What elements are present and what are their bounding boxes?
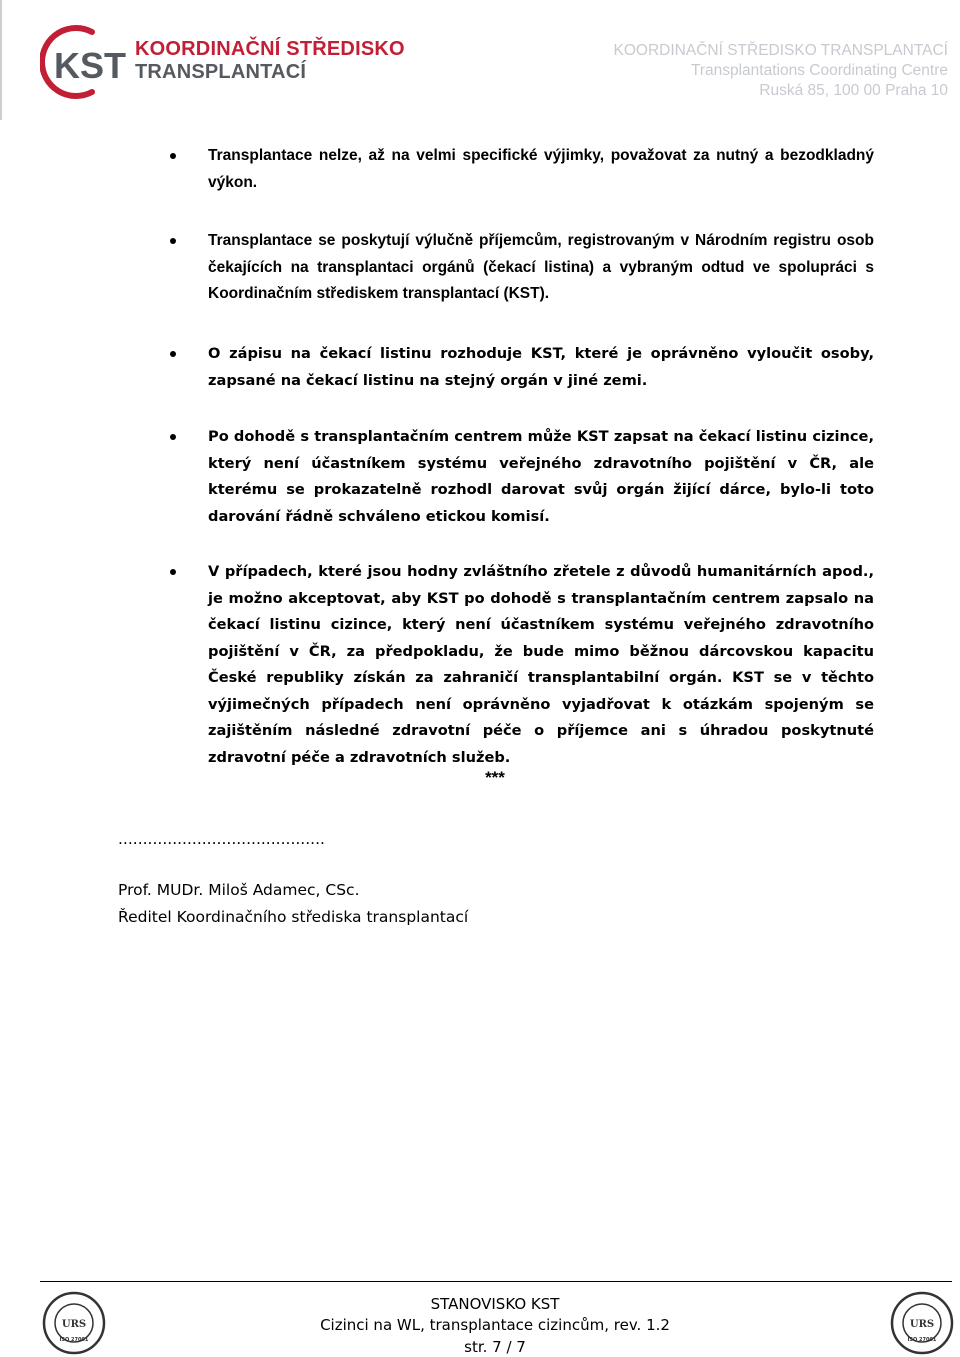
- bullet-text: Transplantace nelze, až na velmi specifické výjimky, považovat za nutný a bezodkladný výkon.: [208, 147, 874, 191]
- bullet-text: O zápisu na čekací listinu rozhoduje KST, které je oprávněno vyloučit osoby, zapsané na čekací listinu na stejný orgán v jiné zemi.: [208, 345, 874, 389]
- bullet-icon: [170, 153, 176, 159]
- bullet-text: Po dohodě s transplantačním centrem může KST zapsat na čekací listinu cizince, který není účastníkem systému veřejného zdravotního pojištění v ČR, ale kterému se prokazatelně rozhodl darovat svůj orgán žijící dárce, bylo-li toto darování řádně schváleno etickou komisí.: [208, 428, 874, 525]
- org-name: KOORDINAČNÍ STŘEDISKO TRANSPLANTACÍ: [613, 42, 948, 59]
- page-number: str. 7 / 7: [464, 1338, 526, 1356]
- logo-line-2: TRANSPLANTACÍ: [135, 61, 307, 83]
- signatory-title: Ředitel Koordinačního střediska transplantací: [118, 908, 469, 926]
- header-edge-line: [0, 0, 2, 120]
- list-item: [178, 228, 874, 341]
- footer-divider: [40, 1281, 952, 1282]
- svg-text:KST: KST: [54, 45, 126, 86]
- bullet-list: [178, 143, 874, 771]
- svg-text:ISO 27001: ISO 27001: [907, 1337, 937, 1343]
- bullet-text: Transplantace se poskytují výlučně příjemcům, registrovaným v Národním registru osob čekajících na transplantaci orgánů (čekací listina) a vybraným odtud ve spolupráci s Koordinačním střediskem transplantací (KST).: [208, 232, 874, 302]
- org-name-en: Transplantations Coordinating Centre: [690, 62, 948, 79]
- bullet-text: V případech, které jsou hodny zvláštního zřetele z důvodů humanitárních apod., je možno akceptovat, aby KST po dohodě s transplantačním centrem zapsalo na čekací listinu cizince, který není účastníkem systému veřejného zdravotního pojištění v ČR, za předpokladu, že bude mimo běžnou dárcovskou kapacitu České republiky získán za zahraničí transplantabilní orgán. KST se v těchto výjimečných případech není oprávněno vyjadřovat k otázkám spojeným se zajištěním následné zdravotní péče o příjemce ani s úhradou poskytnuté zdravotní péče a zdravotních služeb.: [208, 563, 874, 766]
- kst-logo-icon: [40, 22, 130, 102]
- list-item: [178, 341, 874, 424]
- logo-line-1: KOORDINAČNÍ STŘEDISKO: [135, 38, 405, 60]
- footer-doc-title: STANOVISKO KST: [430, 1295, 560, 1313]
- footer-subtitle: Cizinci na WL, transplantace cizincům, rev. 1.2: [320, 1316, 670, 1334]
- bullet-icon: [170, 569, 176, 575]
- svg-text:ISO 27001: ISO 27001: [59, 1337, 89, 1343]
- svg-text:URS: URS: [61, 1319, 87, 1330]
- header-address-block: [614, 41, 948, 101]
- bullet-icon: [170, 434, 176, 440]
- org-address: Ruská 85, 100 00 Praha 10: [759, 82, 948, 99]
- signature-line: ..........................................: [118, 830, 325, 848]
- list-item: [178, 559, 874, 771]
- svg-text:URS: URS: [909, 1319, 935, 1330]
- list-item: [178, 424, 874, 559]
- bullet-icon: [170, 238, 176, 244]
- list-item: [178, 143, 874, 228]
- bullet-icon: [170, 351, 176, 357]
- signatory-name: Prof. MUDr. Miloš Adamec, CSc.: [118, 881, 360, 899]
- section-separator: ***: [485, 768, 505, 787]
